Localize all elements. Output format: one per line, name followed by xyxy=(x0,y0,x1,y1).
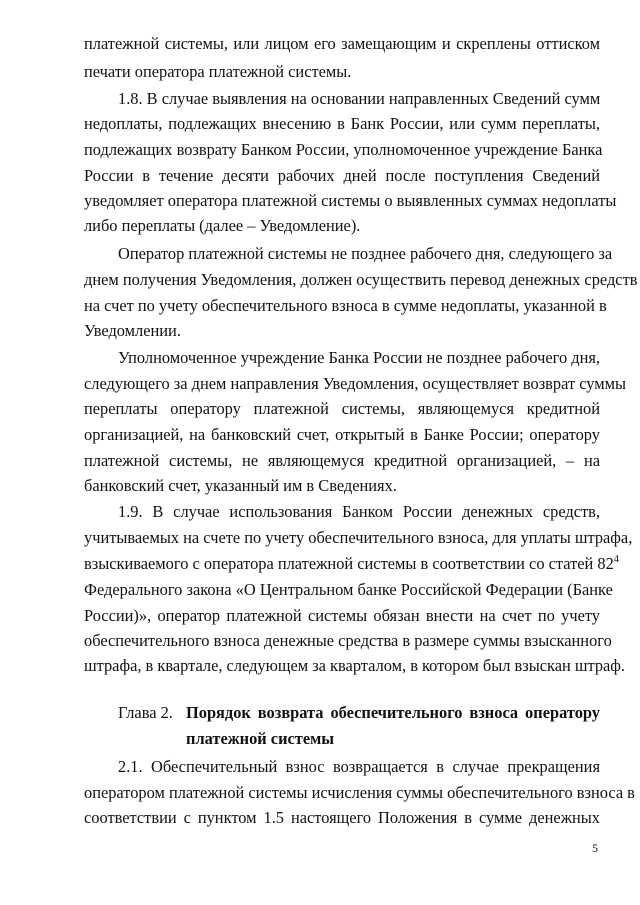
paragraph-first-line: Оператор платежной системы не позднее рабочего дня, следующего за xyxy=(118,244,613,263)
text-line: России)», оператор платежной системы обязан внести на счет по учету xyxy=(84,606,600,625)
paragraph-1-9-first-line: 1.9. В случае использования Банком России денежных средств, xyxy=(118,502,600,521)
text-line: платежной системы, или лицом его замещающим и скреплены оттиском xyxy=(84,34,600,53)
text-line: подлежащих возврату Банком России, уполномоченное учреждение Банка xyxy=(84,140,603,159)
paragraph-1-8-first-line: 1.8. В случае выявления на основании направленных Сведений сумм xyxy=(118,89,601,108)
text-line: обеспечительного взноса денежные средства в размере суммы взысканного xyxy=(84,631,612,650)
text-line: следующего за днем направления Уведомления, осуществляет возврат суммы xyxy=(84,374,627,393)
text-line: Федерального закона «О Центральном банке Российской Федерации (Банке xyxy=(84,580,613,599)
text-line: организацией, на банковский счет, открытый в Банке России; оператору xyxy=(84,425,600,444)
text-line: банковский счет, указанный им в Сведениях. xyxy=(84,476,397,495)
text-line: печати оператора платежной системы. xyxy=(84,62,352,81)
text-line: соответствии с пунктом 1.5 настоящего Положения в сумме денежных xyxy=(84,808,600,827)
paragraph-2-1-first-line: 2.1. Обеспечительный взнос возвращается в случае прекращения xyxy=(118,757,600,776)
text-line: на счет по учету обеспечительного взноса в сумме недоплаты, указанной в xyxy=(84,296,607,315)
text-line: Уведомлении. xyxy=(84,321,181,340)
text-line: платежной системы, не являющемуся кредитной организацией, – на xyxy=(84,451,600,470)
superscript-4: 4 xyxy=(613,554,619,565)
text-line: штрафа, в квартале, следующем за кварталом, в котором был взыскан штраф. xyxy=(84,656,626,675)
text-line: либо переплаты (далее – Уведомление). xyxy=(84,216,361,235)
text-line: недоплаты, подлежащих внесению в Банк России, или сумм переплаты, xyxy=(84,114,600,133)
text-line: оператором платежной системы исчисления суммы обеспечительного взноса в xyxy=(84,783,635,802)
text-line: днем получения Уведомления, должен осуществить перевод денежных средств xyxy=(84,270,638,289)
text-line: уведомляет оператора платежной системы о выявленных суммах недоплаты xyxy=(84,191,617,210)
text-line: России в течение десяти рабочих дней после поступления Сведений xyxy=(84,166,600,185)
chapter-title-continued: платежной системы xyxy=(186,729,335,748)
text-line-with-superscript xyxy=(84,554,619,574)
page-number: 5 xyxy=(592,841,598,855)
text-line: взыскиваемого с оператора платежной системы в соответствии со статей 82 xyxy=(84,554,614,573)
chapter-title: Порядок возврата обеспечительного взноса оператору xyxy=(186,703,600,722)
text-line: переплаты оператору платежной системы, являющемуся кредитной xyxy=(84,399,600,418)
paragraph-first-line: Уполномоченное учреждение Банка России не позднее рабочего дня, xyxy=(118,348,601,367)
text-line: учитываемых на счете по учету обеспечительного взноса, для уплаты штрафа, xyxy=(84,528,633,547)
chapter-label: Глава 2. xyxy=(118,703,173,722)
